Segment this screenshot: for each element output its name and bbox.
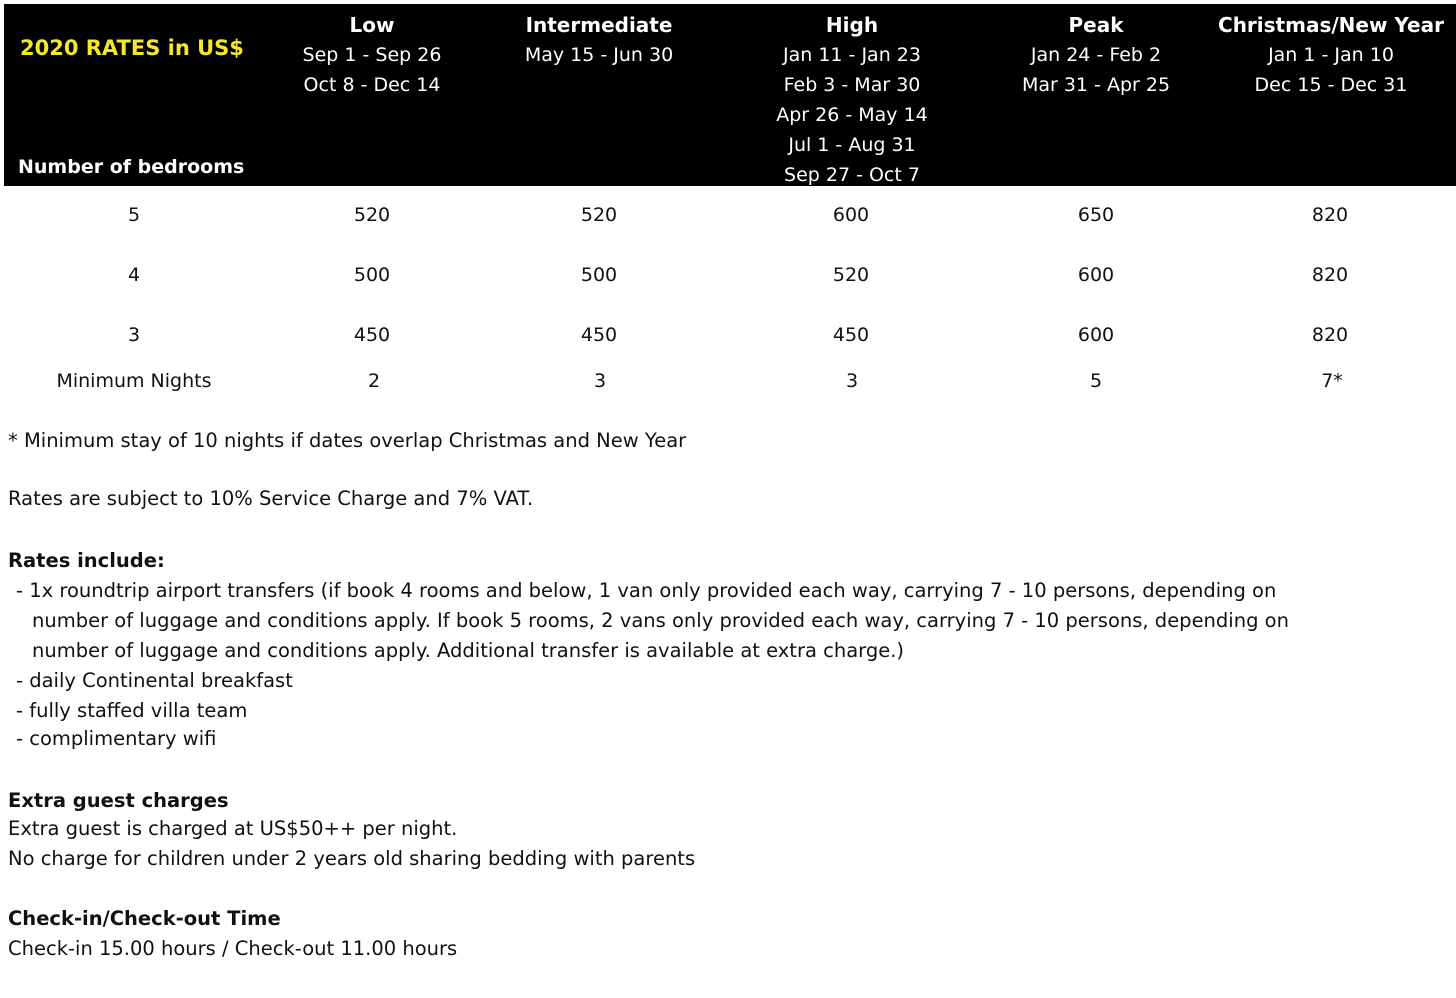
season-range: Oct 8 - Dec 14 <box>303 74 441 96</box>
season-name: High <box>825 13 879 37</box>
list-item: - 1x roundtrip airport transfers (if book 4 rooms and below, 1 van only provided each way, carrying 7 - 10 persons, depending on <box>16 579 1277 602</box>
season-range: Sep 1 - Sep 26 <box>302 44 442 66</box>
table-row-minimum-nights <box>0 366 1456 396</box>
checkin-text: Check-in 15.00 hours / Check-out 11.00 hours <box>8 937 458 960</box>
rate-cell: 820 <box>1311 324 1349 346</box>
season-range: Jan 11 - Jan 23 <box>783 44 921 66</box>
rate-cell: 600 <box>1077 324 1115 346</box>
season-name: Peak <box>1068 13 1124 37</box>
rates-title: 2020 RATES in US$ <box>20 36 244 60</box>
minimum-nights-cell: 5 <box>1089 370 1103 392</box>
bedroom-count: 5 <box>127 204 141 226</box>
rates-include-heading: Rates include: <box>8 549 165 572</box>
bedroom-count: 3 <box>127 324 141 346</box>
rate-cell: 450 <box>832 324 870 346</box>
rate-cell: 820 <box>1311 264 1349 286</box>
service-charge-note: Rates are subject to 10% Service Charge and 7% VAT. <box>8 487 534 510</box>
season-range: May 15 - Jun 30 <box>524 44 674 66</box>
checkin-heading: Check-in/Check-out Time <box>8 907 281 930</box>
rate-cell: 600 <box>832 204 870 226</box>
season-name: Intermediate <box>525 13 673 37</box>
rate-cell: 650 <box>1077 204 1115 226</box>
rate-cell: 450 <box>353 324 391 346</box>
season-name: Low <box>349 13 395 37</box>
rate-cell: 820 <box>1311 204 1349 226</box>
list-item: - complimentary wifi <box>16 727 217 750</box>
season-intermediate <box>489 10 709 70</box>
footnote: * Minimum stay of 10 nights if dates overlap Christmas and New Year <box>8 429 687 452</box>
season-range: Mar 31 - Apr 25 <box>1021 74 1171 96</box>
list-item: - daily Continental breakfast <box>16 669 293 692</box>
table-row <box>0 320 1456 350</box>
minimum-nights-cell: 7* <box>1321 370 1343 392</box>
season-range: Feb 3 - Mar 30 <box>783 74 921 96</box>
minimum-nights-cell: 2 <box>367 370 381 392</box>
bedroom-count: 4 <box>127 264 141 286</box>
rate-cell: 600 <box>1077 264 1115 286</box>
season-christmas-new-year <box>1210 10 1452 100</box>
rate-cell: 500 <box>580 264 618 286</box>
season-low <box>272 10 472 100</box>
rate-cell: 520 <box>353 204 391 226</box>
minimum-nights-cell: 3 <box>845 370 859 392</box>
minimum-nights-cell: 3 <box>593 370 607 392</box>
season-range: Jan 24 - Feb 2 <box>1030 44 1162 66</box>
season-range: Jan 1 - Jan 10 <box>1268 44 1394 66</box>
list-item-continuation: number of luggage and conditions apply. Additional transfer is available at extra charge.) <box>32 639 905 662</box>
rate-cell: 500 <box>353 264 391 286</box>
season-range: Sep 27 - Oct 7 <box>784 164 920 186</box>
rate-cell: 520 <box>580 204 618 226</box>
season-peak <box>986 10 1206 100</box>
rates-table-header <box>4 4 1456 186</box>
table-row <box>0 260 1456 290</box>
list-item-continuation: number of luggage and conditions apply. If book 5 rooms, 2 vans only provided each way, carrying 7 - 10 persons, depending on <box>32 609 1289 632</box>
bedrooms-column-label: Number of bedrooms <box>18 156 245 178</box>
season-range: Dec 15 - Dec 31 <box>1254 74 1408 96</box>
extra-guest-text: No charge for children under 2 years old sharing bedding with parents <box>8 847 696 870</box>
season-name: Christmas/New Year <box>1218 13 1444 37</box>
season-range: Jul 1 - Aug 31 <box>788 134 916 156</box>
rate-cell: 520 <box>832 264 870 286</box>
table-row <box>0 200 1456 230</box>
extra-guest-text: Extra guest is charged at US$50++ per night. <box>8 817 458 840</box>
season-high <box>742 10 962 190</box>
list-item: - fully staffed villa team <box>16 699 248 722</box>
rate-cell: 450 <box>580 324 618 346</box>
extra-guest-heading: Extra guest charges <box>8 789 229 812</box>
season-range: Apr 26 - May 14 <box>776 104 928 126</box>
minimum-nights-label: Minimum Nights <box>56 370 212 392</box>
